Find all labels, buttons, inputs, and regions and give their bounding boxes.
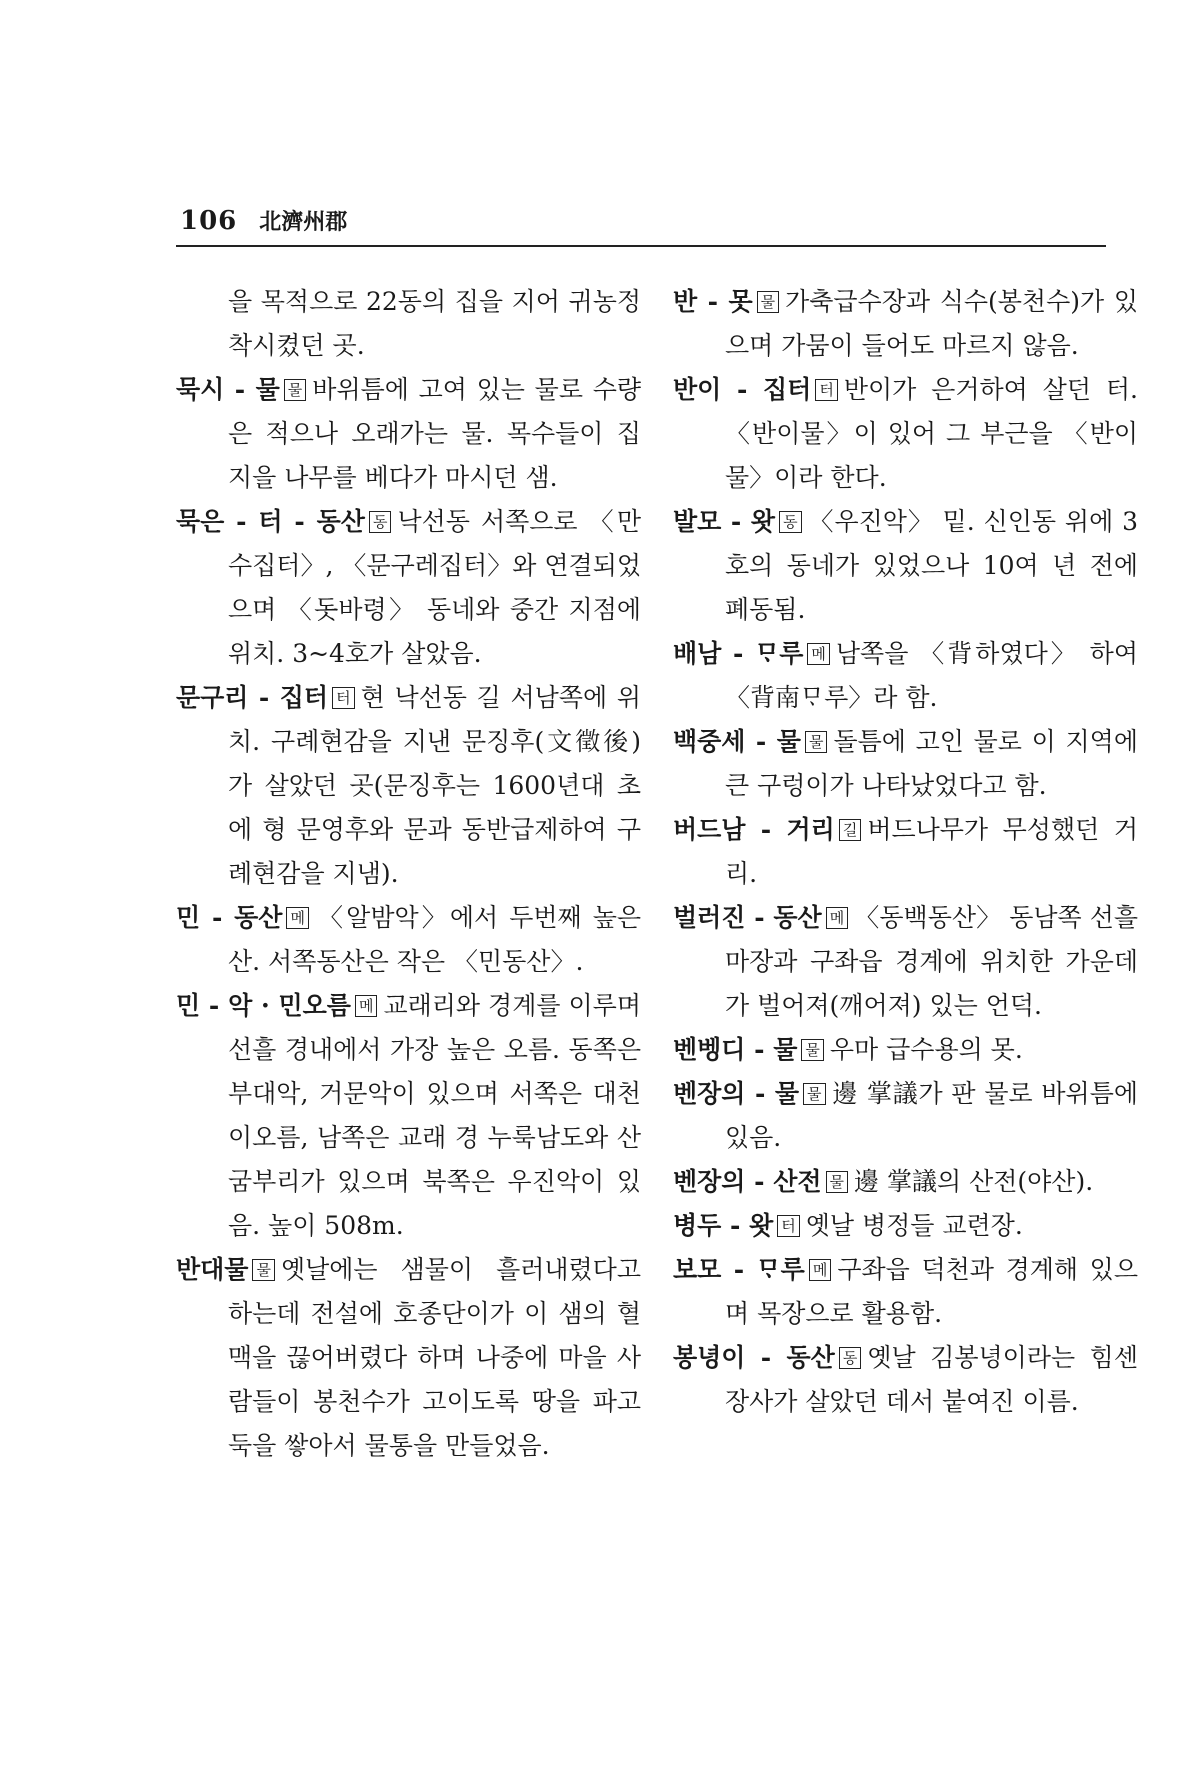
- left-column: [176, 280, 641, 1468]
- glossary-entry: [673, 808, 1138, 896]
- entry-category-tag: 메: [809, 1259, 832, 1281]
- entry-headword: 병두 - 왓: [673, 1211, 774, 1240]
- page-header: [180, 205, 1100, 236]
- header-rule: [176, 245, 1106, 247]
- entry-definition: 남쪽을 〈背하였다〉 하여 〈背南ᄆᆞ루〉라 함.: [725, 639, 1138, 712]
- entry-category-tag: 메: [355, 995, 378, 1017]
- entry-category-tag: 메: [826, 907, 849, 929]
- glossary-entry: [673, 1028, 1138, 1072]
- entry-headword: 배남 - ᄆᆞ루: [673, 639, 804, 668]
- glossary-entry: [673, 368, 1138, 500]
- entry-definition: 옛날 김봉녕이라는 힘센 장사가 살았던 데서 붙여진 이름.: [725, 1343, 1138, 1416]
- entry-definition: 〈동백동산〉 동남쪽 선흘마장과 구좌읍 경계에 위치한 가운데가 벌어져(깨어져) 있는 언덕.: [725, 903, 1138, 1020]
- entry-headword: 민 - 악 · 민오름: [176, 991, 351, 1020]
- entry-headword: 문구리 - 집터: [176, 683, 329, 712]
- entry-category-tag: 물: [252, 1259, 275, 1281]
- entry-category-tag: 동: [779, 511, 802, 533]
- entry-definition: 邊 掌議의 산전(야산).: [854, 1167, 1094, 1196]
- glossary-entry: [176, 896, 641, 984]
- glossary-entry: [176, 368, 641, 500]
- glossary-entry: [673, 896, 1138, 1028]
- glossary-entry: [673, 1204, 1138, 1248]
- entry-category-tag: 동: [839, 1347, 862, 1369]
- entry-headword: 반 - 못: [673, 287, 753, 316]
- entry-headword: 버드남 - 거리: [673, 815, 835, 844]
- entry-category-tag: 물: [805, 731, 828, 753]
- entry-headword: 봉녕이 - 동산: [673, 1343, 835, 1372]
- entry-category-tag: 터: [815, 379, 838, 401]
- entry-headword: 벌러진 - 동산: [673, 903, 822, 932]
- entry-definition: 옛날에는 샘물이 흘러내렸다고 하는데 전설에 호종단이가 이 샘의 혈맥을 끊어버렸다 하며 나중에 마을 사람들이 봉천수가 고이도록 땅을 파고 둑을 쌓아서 물통을 만들었음.: [228, 1255, 641, 1460]
- entry-category-tag: 물: [757, 291, 780, 313]
- glossary-entry: [673, 280, 1138, 368]
- entry-category-tag: 길: [839, 819, 862, 841]
- entry-headword: 반이 - 집터: [673, 375, 812, 404]
- entry-category-tag: 물: [803, 1083, 826, 1105]
- glossary-entry: [176, 280, 641, 368]
- entry-category-tag: 메: [286, 907, 309, 929]
- entry-definition: 교래리와 경계를 이루며 선흘 경내에서 가장 높은 오름. 동쪽은 부대악, 거문악이 있으며 서쪽은 대천이오름, 남쪽은 교래 경 누룩남도와 산굼부리가 있으며 북쪽은 우진악이 있음. 높이 508m.: [228, 991, 641, 1240]
- entry-headword: 묵시 - 물: [176, 375, 280, 404]
- entry-definition: 돌틈에 고인 물로 이 지역에 큰 구렁이가 나타났었다고 함.: [725, 727, 1138, 800]
- entry-definition: 우마 급수용의 못.: [829, 1035, 1023, 1064]
- glossary-entry: [176, 1248, 641, 1468]
- entry-headword: 묵은 - 터 - 동산: [176, 507, 365, 536]
- entry-category-tag: 물: [801, 1039, 824, 1061]
- entry-headword: 발모 - 왓: [673, 507, 776, 536]
- glossary-entry: [673, 632, 1138, 720]
- entry-definition: 낙선동 서쪽으로 〈만수집터〉, 〈문구레집터〉와 연결되었으며 〈돗바령〉 동네와 중간 지점에 위치. 3~4호가 살았음.: [228, 507, 641, 668]
- entry-headword: 벤장의 - 물: [673, 1079, 800, 1108]
- glossary-entry: [176, 984, 641, 1248]
- entry-category-tag: 터: [777, 1215, 800, 1237]
- entry-definition: 현 낙선동 길 서남쪽에 위치. 구례현감을 지낸 문징후(文徵後)가 살았던 곳(문징후는 1600년대 초에 형 문영후와 문과 동반급제하여 구례현감을 지냄).: [228, 683, 641, 888]
- entry-category-tag: 물: [826, 1171, 849, 1193]
- entry-definition: 구좌읍 덕천과 경계해 있으며 목장으로 활용함.: [725, 1255, 1138, 1328]
- entry-headword: 민 - 동산: [176, 903, 283, 932]
- glossary-entry: [673, 1248, 1138, 1336]
- entry-definition: 옛날 병정들 교련장.: [805, 1211, 1023, 1240]
- page-number: 106: [180, 206, 238, 236]
- entry-definition: 〈우진악〉 밑. 신인동 위에 3호의 동네가 있었으나 10여 년 전에 폐동됨.: [725, 507, 1138, 624]
- entry-headword: 벤벵디 - 물: [673, 1035, 798, 1064]
- entry-headword: 백중세 - 물: [673, 727, 801, 756]
- entry-definition: 버드나무가 무성했던 거리.: [725, 815, 1138, 888]
- section-title: 北濟州郡: [259, 209, 348, 235]
- glossary-entry: [673, 1160, 1138, 1204]
- entry-headword: 반대물: [176, 1255, 249, 1284]
- entry-definition: 바위틈에 고여 있는 물로 수량은 적으나 오래가는 물. 목수들이 집 지을 나무를 베다가 마시던 샘.: [228, 375, 641, 492]
- right-column: [673, 280, 1138, 1424]
- entry-category-tag: 메: [807, 643, 830, 665]
- entry-definition: 반이가 은거하여 살던 터. 〈반이물〉이 있어 그 부근을 〈반이물〉이라 한다.: [725, 375, 1138, 492]
- glossary-entry: [673, 720, 1138, 808]
- glossary-entry: [176, 676, 641, 896]
- glossary-entry: [176, 500, 641, 676]
- entry-category-tag: 터: [332, 687, 355, 709]
- glossary-entry: [673, 1336, 1138, 1424]
- entry-category-tag: 물: [284, 379, 307, 401]
- entry-category-tag: 동: [369, 511, 392, 533]
- glossary-entry: [673, 1072, 1138, 1160]
- entry-definition: 을 목적으로 22동의 집을 지어 귀농정착시켰던 곳.: [228, 287, 641, 360]
- entry-definition: 邊 掌議가 판 물로 바위틈에 있음.: [725, 1079, 1138, 1152]
- entry-headword: 벤장의 - 산전: [673, 1167, 822, 1196]
- entry-headword: 보모 - ᄆᆞ루: [673, 1255, 805, 1284]
- entry-definition: 〈알밤악〉에서 두번째 높은 산. 서쪽동산은 작은 〈민동산〉.: [228, 903, 641, 976]
- glossary-entry: [673, 500, 1138, 632]
- entry-definition: 가축급수장과 식수(봉천수)가 있으며 가뭄이 들어도 마르지 않음.: [725, 287, 1138, 360]
